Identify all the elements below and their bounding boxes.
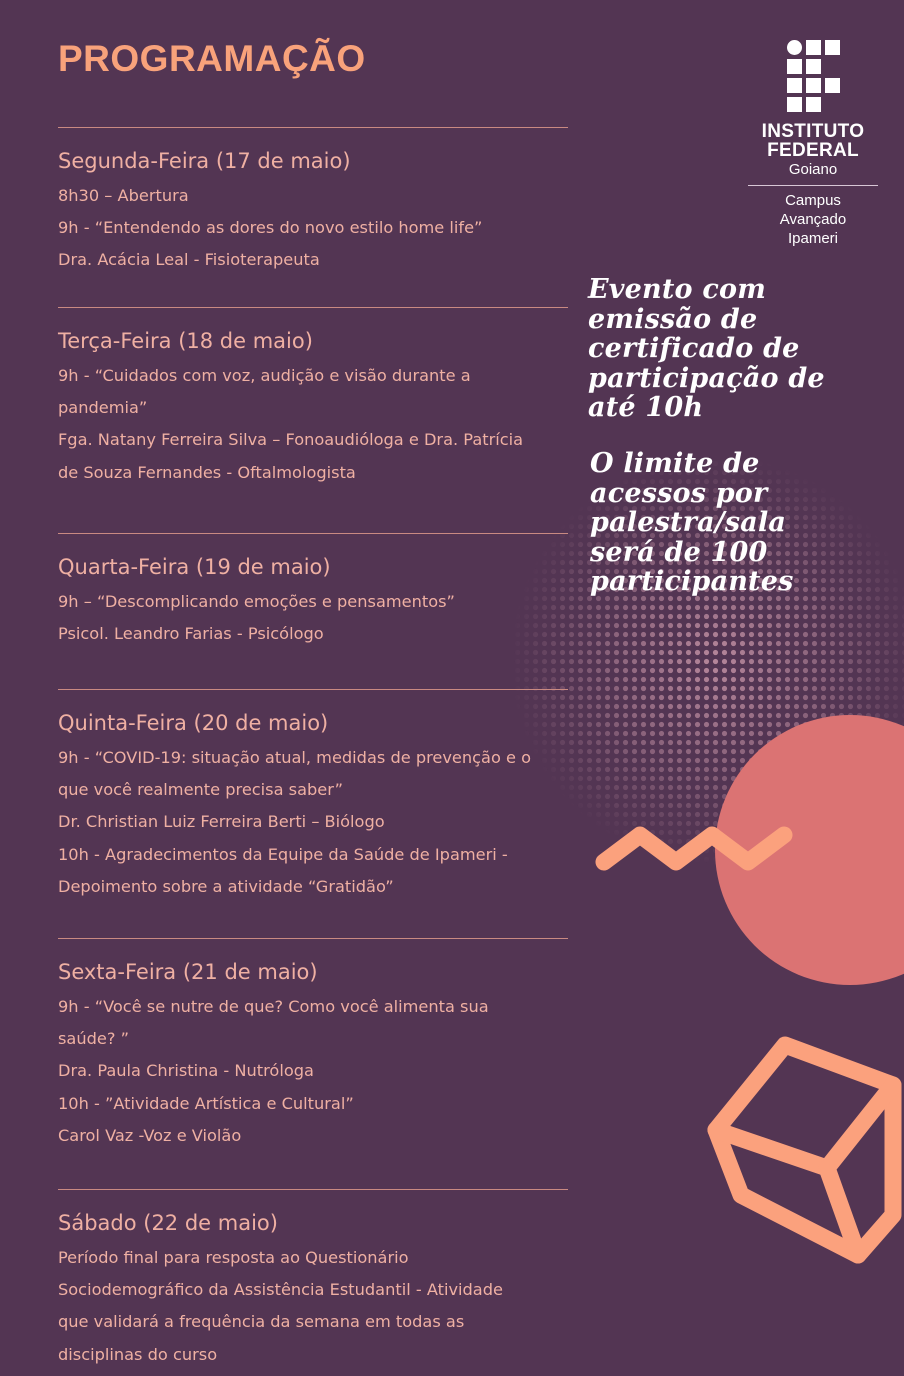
schedule bbox=[58, 127, 568, 1376]
notice-line: O limite de bbox=[590, 448, 760, 479]
schedule-line: Sociodemográfico da Assistência Estudantil - Atividade bbox=[58, 1280, 503, 1300]
notice-line: participantes bbox=[590, 566, 794, 597]
schedule-line: Período final para resposta ao Questionário bbox=[58, 1248, 409, 1267]
campus-line: Ipameri bbox=[787, 230, 839, 247]
certificate-notice bbox=[588, 275, 888, 423]
schedule-line: 8h30 – Abertura bbox=[58, 186, 189, 205]
access-limit-notice bbox=[590, 449, 890, 597]
day-section-saturday bbox=[58, 1189, 568, 1376]
day-section-wednesday bbox=[58, 533, 568, 689]
schedule-line: 9h – “Descomplicando emoções e pensamentos” bbox=[58, 592, 455, 611]
schedule-line: Dra. Acácia Leal - Fisioterapeuta bbox=[58, 250, 320, 270]
logo-text-goiano: Goiano bbox=[788, 161, 838, 178]
logo-text-instituto: INSTITUTO bbox=[761, 121, 865, 142]
logo-text-federal: FEDERAL bbox=[767, 140, 859, 161]
notice-line: até 10h bbox=[588, 392, 704, 423]
schedule-line: saúde? ” bbox=[58, 1029, 129, 1049]
schedule-line: Carol Vaz -Voz e Violão bbox=[58, 1125, 242, 1145]
schedule-line: Fga. Natany Ferreira Silva – Fonoaudióloga e Dra. Patrícia bbox=[58, 430, 524, 450]
campus-line: Campus bbox=[785, 192, 841, 209]
day-section-friday bbox=[58, 938, 568, 1189]
schedule-line: 9h - “Cuidados com voz, audição e visão durante a bbox=[58, 366, 471, 385]
notice-line: participação de bbox=[588, 362, 825, 394]
schedule-line: 10h - Agradecimentos da Equipe da Saúde de Ipameri - bbox=[58, 844, 508, 864]
day-section-tuesday bbox=[58, 307, 568, 533]
schedule-line: 9h - “COVID-19: situação atual, medidas de prevenção e o bbox=[58, 748, 532, 767]
schedule-line: pandemia” bbox=[58, 398, 148, 418]
day-title: Terça-Feira (18 de maio) bbox=[58, 329, 313, 353]
schedule-line: 9h - “Entendendo as dores do novo estilo home life” bbox=[58, 218, 483, 238]
notice-line: palestra/sala bbox=[590, 507, 787, 538]
cube-outline bbox=[716, 1045, 893, 1255]
logo-grid-icon bbox=[785, 40, 841, 114]
logo-divider bbox=[748, 185, 878, 186]
day-title: Quinta-Feira (20 de maio) bbox=[58, 711, 329, 735]
schedule-line: 10h - ”Atividade Artística e Cultural” bbox=[58, 1093, 354, 1113]
day-title: Sexta-Feira (21 de maio) bbox=[58, 960, 318, 984]
schedule-line: de Souza Fernandes - Oftalmologista bbox=[58, 462, 356, 482]
schedule-line: Psicol. Leandro Farias - Psicólogo bbox=[58, 624, 324, 644]
schedule-line: Dr. Christian Luiz Ferreira Berti – Biólogo bbox=[58, 812, 385, 832]
page-title: PROGRAMAÇÃO bbox=[58, 38, 366, 79]
notice-line: emissão de bbox=[588, 303, 758, 335]
day-section-thursday bbox=[58, 689, 568, 938]
schedule-line: Dra. Paula Christina - Nutróloga bbox=[58, 1061, 314, 1081]
day-title: Segunda-Feira (17 de maio) bbox=[58, 149, 351, 173]
schedule-line: Depoimento sobre a atividade “Gratidão” bbox=[58, 876, 394, 896]
notice-line: certificado de bbox=[588, 333, 800, 364]
schedule-line: que validará a frequência da semana em todas as bbox=[58, 1312, 465, 1332]
day-title: Quarta-Feira (19 de maio) bbox=[58, 555, 331, 579]
notice-line: acessos por bbox=[590, 477, 768, 509]
institute-logo bbox=[748, 40, 878, 248]
notice-line: será de 100 bbox=[590, 536, 768, 568]
schedule-line: que você realmente precisa saber” bbox=[58, 780, 343, 800]
schedule-line: disciplinas do curso bbox=[58, 1344, 218, 1364]
schedule-line: 9h - “Você se nutre de que? Como você alimenta sua bbox=[58, 997, 489, 1016]
campus-line: Avançado bbox=[779, 211, 847, 228]
day-section-monday bbox=[58, 127, 568, 307]
day-title: Sábado (22 de maio) bbox=[58, 1211, 278, 1235]
notice-line: Evento com bbox=[588, 274, 766, 305]
